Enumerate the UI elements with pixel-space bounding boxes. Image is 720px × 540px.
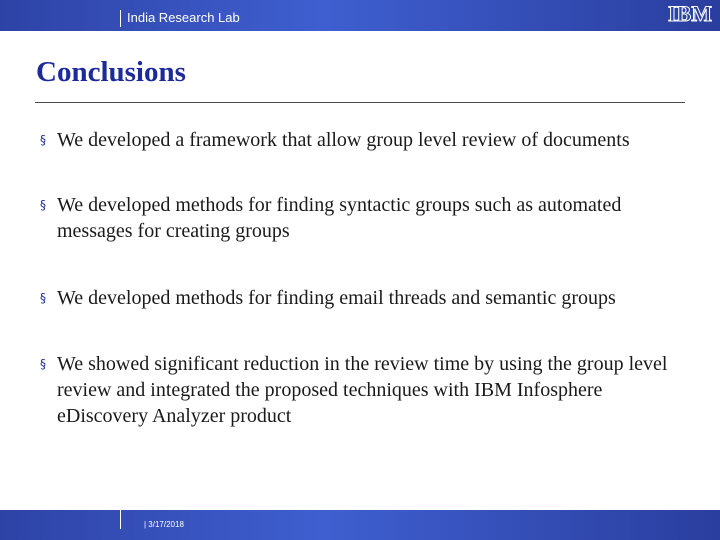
- bullet-marker-icon: §: [40, 291, 46, 305]
- footer-bar: [0, 510, 720, 540]
- bullet-marker-icon: §: [40, 357, 46, 371]
- bullet-text: We developed methods for finding syntactic groups such as automated messages for creating groups: [57, 194, 622, 242]
- ibm-logo-icon: [664, 3, 716, 25]
- bullet-text: We developed a framework that allow group level review of documents: [57, 129, 630, 151]
- bullet-item: [40, 192, 690, 244]
- slide-title: Conclusions: [36, 56, 186, 88]
- footer-separator: [120, 510, 121, 529]
- bullet-item: [40, 351, 690, 429]
- bullet-marker-icon: §: [40, 198, 46, 212]
- bullet-item: [40, 127, 690, 153]
- header-bar: [0, 0, 720, 31]
- bullet-item: [40, 285, 690, 311]
- bullet-text: We developed methods for finding email threads and semantic groups: [57, 287, 616, 309]
- bullet-text: We showed significant reduction in the review time by using the group level review and integrated the proposed techniques with IBM Infosphere eDiscovery Analyzer product: [57, 353, 668, 427]
- header-separator: [120, 10, 121, 27]
- ibm-logo-text: IBM: [668, 3, 712, 25]
- bullet-marker-icon: §: [40, 133, 46, 147]
- footer-date: | 3/17/2018: [144, 520, 184, 529]
- lab-name: India Research Lab: [127, 10, 240, 25]
- title-divider: [35, 102, 685, 103]
